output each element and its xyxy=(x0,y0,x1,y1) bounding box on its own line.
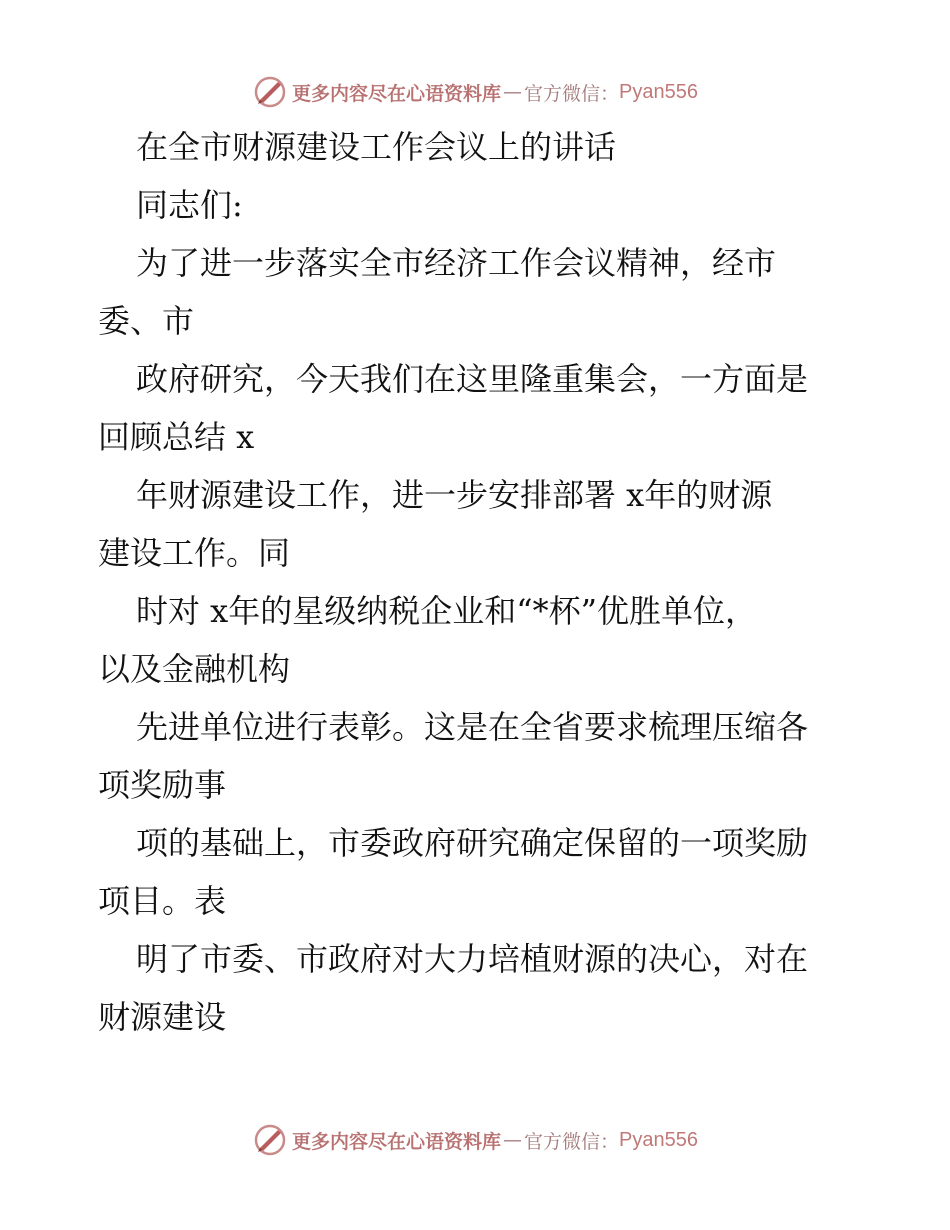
text-line: 以及金融机构 xyxy=(98,650,291,688)
text-line: 项的基础上，市委政府研究确定保留的一项奖励 xyxy=(136,824,809,862)
banner-wechat-id: Pyan556 xyxy=(619,1128,698,1151)
text-line: 委、市 xyxy=(98,302,195,340)
text-line: 同志们: xyxy=(136,186,243,224)
text-line: 明了市委、市政府对大力培植财源的决心，对在 xyxy=(136,940,809,978)
text-line: 为了进一步落实全市经济工作会议精神，经市 xyxy=(136,244,777,282)
document-title: 在全市财源建设工作会议上的讲话 xyxy=(136,128,617,166)
text-line: 建设工作。同 xyxy=(98,534,291,572)
pen-logo-icon xyxy=(252,1122,288,1158)
text-line: 先进单位进行表彰。这是在全省要求梳理压缩各 xyxy=(136,708,809,746)
footer-banner xyxy=(0,1120,950,1160)
text-line: 时对 x年的星级纳税企业和“*杯”优胜单位， xyxy=(136,592,757,630)
pen-logo-icon xyxy=(252,74,288,110)
banner-wechat-id: Pyan556 xyxy=(619,80,698,103)
header-banner xyxy=(0,72,950,112)
text-line: 政府研究，今天我们在这里隆重集会，一方面是 xyxy=(136,360,809,398)
banner-wechat-label: 官方微信： xyxy=(524,1130,620,1153)
banner-dash: — xyxy=(503,81,523,103)
banner-text: 更多内容尽在心语资料库 xyxy=(292,1130,502,1153)
text-line: 回顾总结 x xyxy=(98,418,255,456)
document-body xyxy=(98,118,858,1046)
banner-dash: — xyxy=(503,1129,523,1151)
text-line: 年财源建设工作，进一步安排部署 x年的财源 xyxy=(136,476,773,514)
text-line: 项目。表 xyxy=(98,882,227,920)
text-line: 项奖励事 xyxy=(98,766,227,804)
text-line: 财源建设 xyxy=(98,998,227,1036)
banner-wechat-label: 官方微信： xyxy=(524,82,620,105)
banner-text: 更多内容尽在心语资料库 xyxy=(292,82,502,105)
